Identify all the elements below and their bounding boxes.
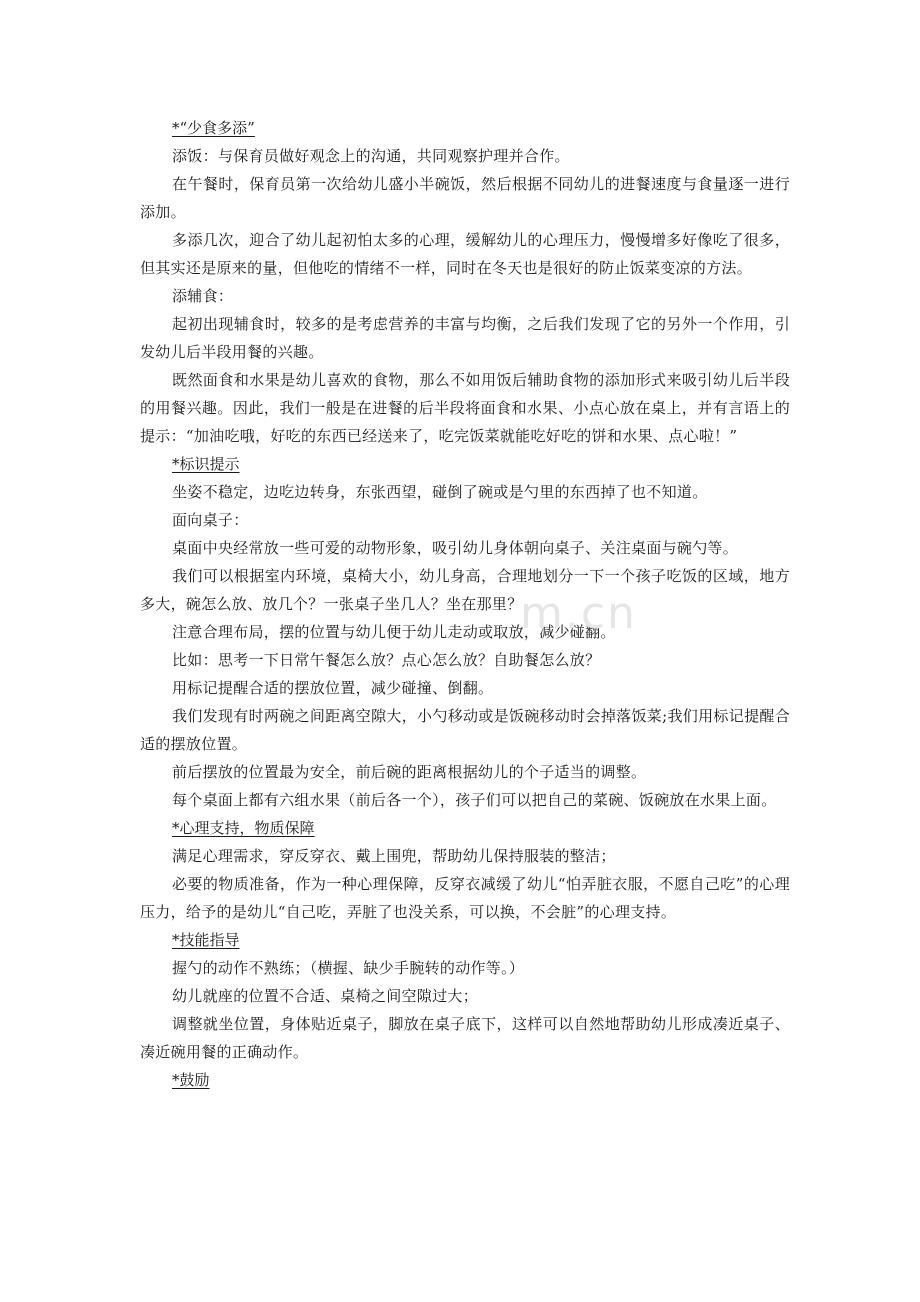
paragraph: 添饭：与保育员做好观念上的沟通，共同观察护理并合作。 xyxy=(172,147,570,165)
section-heading: *“少食多添” xyxy=(172,119,255,137)
section-heading: *心理支持，物质保障 xyxy=(172,819,315,837)
section-heading: *标识提示 xyxy=(172,455,240,473)
paragraph: 我们可以根据室内环境，桌椅大小，幼儿身高，合理地划分一下一个孩子吃饭的区域，地方多大，碗怎么放、放几个？一张桌子坐几人？坐在那里？ xyxy=(140,567,790,613)
paragraph: 用标记提醒合适的摆放位置，减少碰撞、倒翻。 xyxy=(172,679,494,697)
paragraph: 比如：思考一下日常午餐怎么放？点心怎么放？自助餐怎么放？ xyxy=(172,651,601,669)
paragraph: 起初出现辅食时，较多的是考虑营养的丰富与均衡，之后我们发现了它的另外一个作用，引发幼儿后半段用餐的兴趣。 xyxy=(140,315,790,361)
document-body xyxy=(140,114,790,1094)
paragraph: 面向桌子： xyxy=(172,511,249,529)
paragraph: 桌面中央经常放一些可爱的动物形象，吸引幼儿身体朝向桌子、关注桌面与碗勺等。 xyxy=(172,539,739,557)
paragraph: 注意合理布局，摆的位置与幼儿便于幼儿走动或取放，减少碰翻。 xyxy=(172,623,616,641)
paragraph: 在午餐时，保育员第一次给幼儿盛小半碗饭，然后根据不同幼儿的进餐速度与食量逐一进行添加。 xyxy=(140,175,790,221)
section-heading: *技能指导 xyxy=(172,931,240,949)
paragraph: 握勺的动作不熟练；（横握、缺少手腕转的动作等。） xyxy=(172,959,525,977)
section-heading: *鼓励 xyxy=(172,1071,210,1089)
paragraph: 添辅食： xyxy=(172,287,234,305)
paragraph: 既然面食和水果是幼儿喜欢的食物，那么不如用饭后辅助食物的添加形式来吸引幼儿后半段的用餐兴趣。因此，我们一般是在进餐的后半段将面食和水果、小点心放在桌上，并有言语上的提示：“加油吃哦，好吃的东西已经送来了，吃完饭菜就能吃好吃的饼和水果、点心啦！” xyxy=(140,371,790,445)
paragraph: 幼儿就座的位置不合适、桌椅之间空隙过大； xyxy=(172,987,479,1005)
paragraph: 调整就坐位置，身体贴近桌子，脚放在桌子底下，这样可以自然地帮助幼儿形成凑近桌子、凑近碗用餐的正确动作。 xyxy=(140,1015,790,1061)
paragraph: 前后摆放的位置最为安全，前后碗的距离根据幼儿的个子适当的调整。 xyxy=(172,763,647,781)
paragraph: 我们发现有时两碗之间距离空隙大，小勺移动或是饭碗移动时会掉落饭菜;我们用标记提醒合适的摆放位置。 xyxy=(140,707,790,753)
paragraph: 每个桌面上都有六组水果（前后各一个），孩子们可以把自己的菜碗、饭碗放在水果上面。 xyxy=(172,791,777,809)
paragraph: 多添几次，迎合了幼儿起初怕太多的心理，缓解幼儿的心理压力，慢慢增多好像吃了很多，但其实还是原来的量，但他吃的情绪不一样，同时在冬天也是很好的防止饭菜变凉的方法。 xyxy=(140,231,790,277)
paragraph: 坐姿不稳定，边吃边转身，东张西望，碰倒了碗或是勺里的东西掉了也不知道。 xyxy=(172,483,708,501)
watermark: m.cn xyxy=(520,588,637,639)
paragraph: 满足心理需求，穿反穿衣、戴上围兜，帮助幼儿保持服装的整洁； xyxy=(172,847,616,865)
paragraph: 必要的物质准备，作为一种心理保障，反穿衣减缓了幼儿“怕弄脏衣服，不愿自己吃”的心理压力，给予的是幼儿“自己吃，弄脏了也没关系，可以换，不会脏”的心理支持。 xyxy=(140,875,790,921)
